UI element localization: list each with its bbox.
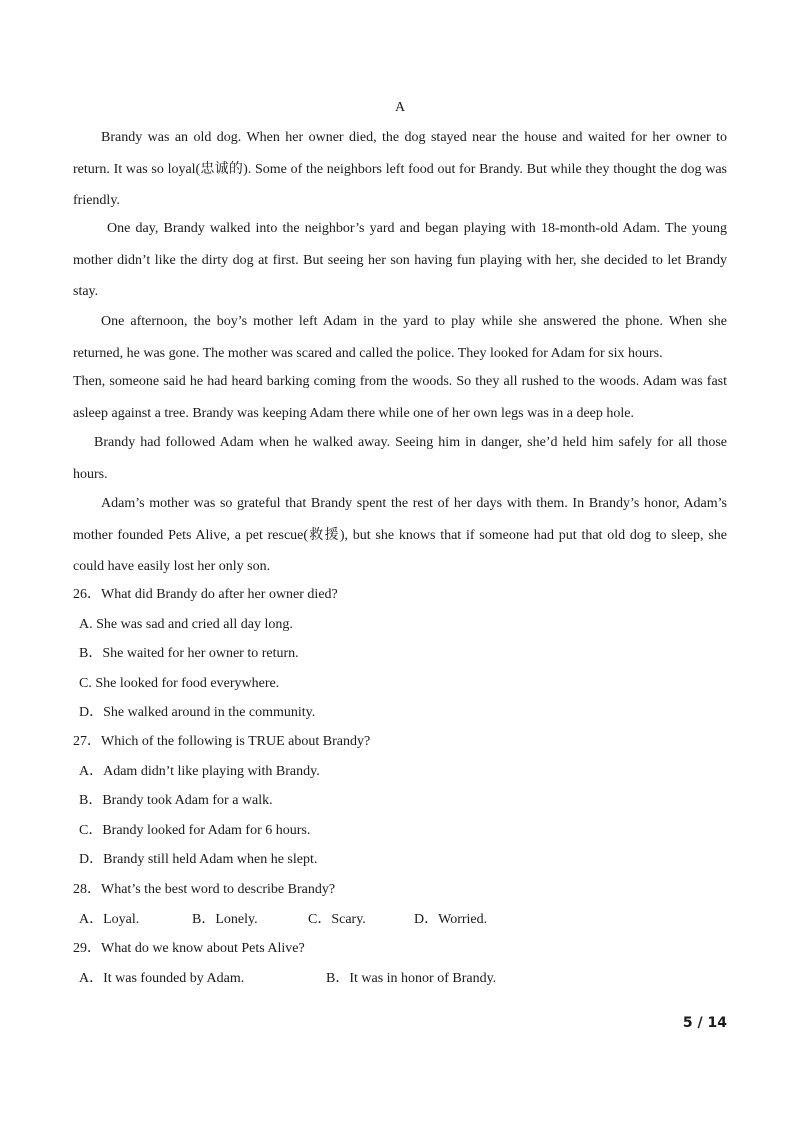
question-26-stem: 26．What did Brandy do after her owner died?: [73, 587, 338, 602]
question-27-option-d[interactable]: D．Brandy still held Adam when he slept.: [79, 852, 318, 867]
page-number: 5 / 14: [682, 1015, 727, 1031]
passage-paragraph-2: One day, Brandy walked into the neighbor’s yard and began playing with 18-month-old Adam. The young mother didn’t like the dirty dog at first. But seeing her son having fun playing with her, she decided to let Brandy stay.: [73, 221, 727, 299]
question-27-option-c[interactable]: C．Brandy looked for Adam for 6 hours.: [79, 823, 311, 838]
question-28-option-a[interactable]: A．Loyal.: [79, 912, 140, 927]
question-26-option-d[interactable]: D．She walked around in the community.: [79, 705, 316, 720]
passage-paragraph-4: Then, someone said he had heard barking coming from the woods. So they all rushed to the woods. Adam was fast asleep against a tree. Brandy was keeping Adam there while one of her own legs was in a deep hole.: [73, 374, 727, 421]
question-29-option-b[interactable]: B．It was in honor of Brandy.: [326, 971, 497, 986]
question-27-option-b[interactable]: B．Brandy took Adam for a walk.: [79, 793, 273, 808]
question-28-option-d[interactable]: D．Worried.: [414, 912, 488, 927]
question-28-stem: 28．What’s the best word to describe Brandy?: [73, 882, 336, 897]
question-26-option-c[interactable]: C. She looked for food everywhere.: [79, 676, 280, 691]
question-29-stem: 29．What do we know about Pets Alive?: [73, 941, 305, 956]
passage-paragraph-6: Adam’s mother was so grateful that Brandy spent the rest of her days with them. In Brandy’s honor, Adam’s mother founded Pets Alive, a pet rescue(救援), but she knows that if someone had put that old dog to sleep, she could have easily lost her only son.: [73, 496, 727, 574]
question-28-option-c[interactable]: C．Scary.: [308, 912, 366, 927]
question-26-option-b[interactable]: B．She waited for her owner to return.: [79, 646, 299, 661]
passage-paragraph-1: Brandy was an old dog. When her owner died, the dog stayed near the house and waited for her owner to return. It was so loyal(忠诚的). Some of the neighbors left food out for Brandy. But while they thought the dog was friendly.: [73, 130, 727, 208]
question-28-option-b[interactable]: B．Lonely.: [192, 912, 258, 927]
passage-paragraph-5: Brandy had followed Adam when he walked away. Seeing him in danger, she’d held him safely for all those hours.: [73, 435, 727, 482]
question-29-option-a[interactable]: A．It was founded by Adam.: [79, 971, 245, 986]
question-27-option-a[interactable]: A．Adam didn’t like playing with Brandy.: [79, 764, 320, 779]
question-27-stem: 27．Which of the following is TRUE about Brandy?: [73, 734, 371, 749]
passage-paragraph-3: One afternoon, the boy’s mother left Adam in the yard to play while she answered the phone. When she returned, he was gone. The mother was scared and called the police. They looked for Adam for six hours.: [73, 314, 727, 361]
section-title: A: [394, 100, 406, 115]
question-26-option-a[interactable]: A. She was sad and cried all day long.: [79, 617, 293, 632]
